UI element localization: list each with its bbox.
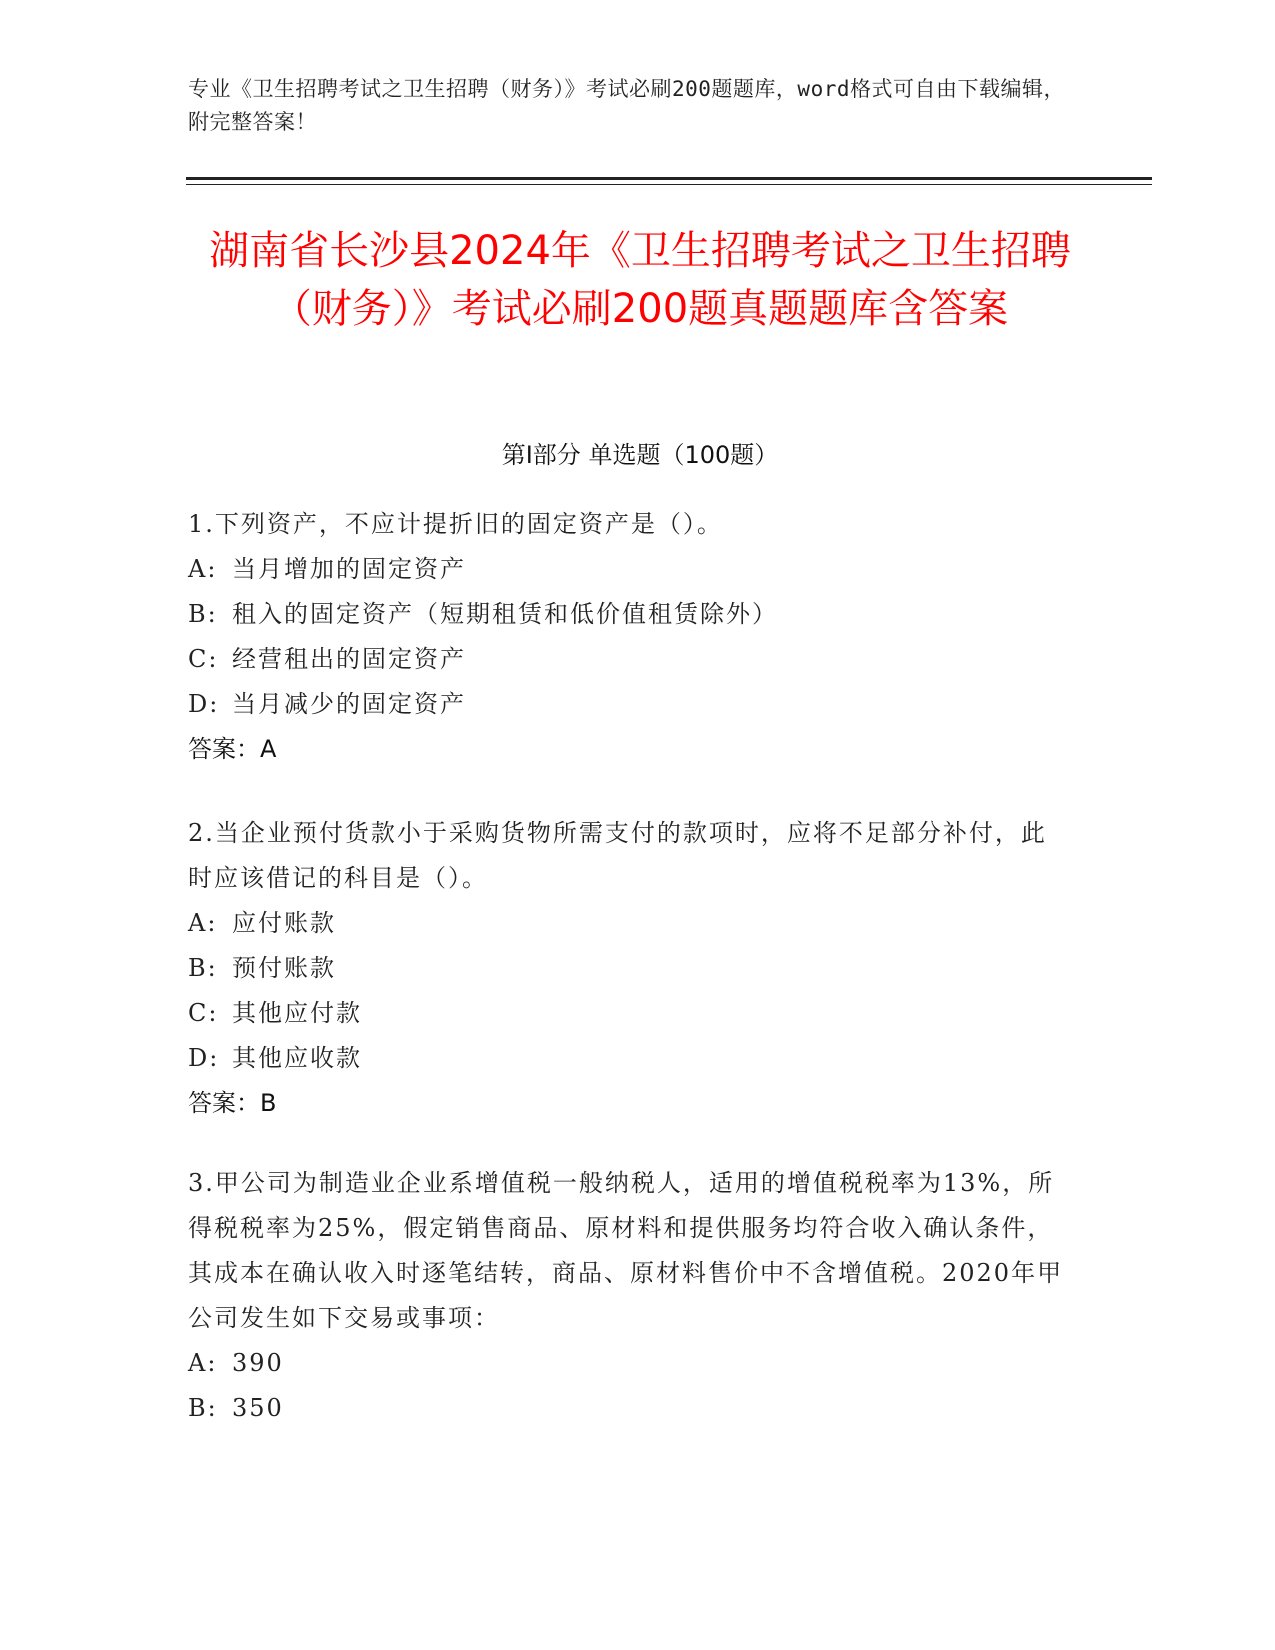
option-key: C: xyxy=(188,999,219,1027)
option-text: 预付账款 xyxy=(232,954,336,982)
option-text: 390 xyxy=(232,1349,284,1377)
option-text: 应付账款 xyxy=(232,909,336,937)
option-key: B: xyxy=(188,600,218,628)
option-key: D: xyxy=(188,1044,220,1072)
question-1-option-c xyxy=(188,637,1068,682)
question-3-text: 3.甲公司为制造业企业系增值税一般纳税人，适用的增值税税率为13%，所得税税率为25%，假定销售商品、原材料和提供服务均符合收入确认条件，其成本在确认收入时逐笔结转，商品、原材料售价中不含增值税。2020年甲公司发生如下交易或事项： xyxy=(188,1169,1064,1332)
question-3-option-b xyxy=(188,1386,1068,1431)
section-heading: 第Ⅰ部分 单选题（100题） xyxy=(501,441,779,469)
question-2-answer: 答案：B xyxy=(188,1089,277,1117)
question-1 xyxy=(188,502,1068,772)
option-text: 其他应收款 xyxy=(232,1044,362,1072)
question-2-option-d xyxy=(188,1036,1068,1081)
header-rule-thin xyxy=(186,184,1152,185)
option-text: 其他应付款 xyxy=(232,999,362,1027)
option-text: 经营租出的固定资产 xyxy=(232,645,466,673)
question-2 xyxy=(188,811,1068,1126)
option-key: B: xyxy=(188,1394,218,1422)
option-key: A: xyxy=(188,555,218,583)
question-2-option-a xyxy=(188,901,1068,946)
question-1-option-a xyxy=(188,547,1068,592)
question-1-option-d xyxy=(188,682,1068,727)
question-3-option-a xyxy=(188,1341,1068,1386)
header-note: 专业《卫生招聘考试之卫生招聘（财务）》考试必刷200题题库，word格式可自由下载编辑，附完整答案！ xyxy=(188,77,1065,134)
question-3 xyxy=(188,1161,1068,1431)
option-key: C: xyxy=(188,645,219,673)
document-title: 湖南省长沙县2024年《卫生招聘考试之卫生招聘（财务）》考试必刷200题真题题库含答案 xyxy=(209,228,1071,332)
option-key: A: xyxy=(188,909,218,937)
question-2-option-b xyxy=(188,946,1068,991)
question-2-option-c xyxy=(188,991,1068,1036)
option-text: 当月减少的固定资产 xyxy=(232,690,466,718)
header-rule-thick xyxy=(186,177,1152,180)
option-text: 当月增加的固定资产 xyxy=(232,555,466,583)
option-key: A: xyxy=(188,1349,218,1377)
question-1-text: 1.下列资产，不应计提折旧的固定资产是（）。 xyxy=(188,510,723,538)
question-1-answer: 答案：A xyxy=(188,735,277,763)
question-1-option-b xyxy=(188,592,1068,637)
option-key: B: xyxy=(188,954,218,982)
question-2-text: 2.当企业预付货款小于采购货物所需支付的款项时，应将不足部分补付，此时应该借记的科目是（）。 xyxy=(188,819,1047,892)
option-text: 350 xyxy=(232,1394,284,1422)
option-key: D: xyxy=(188,690,220,718)
option-text: 租入的固定资产（短期租赁和低价值租赁除外） xyxy=(232,600,778,628)
